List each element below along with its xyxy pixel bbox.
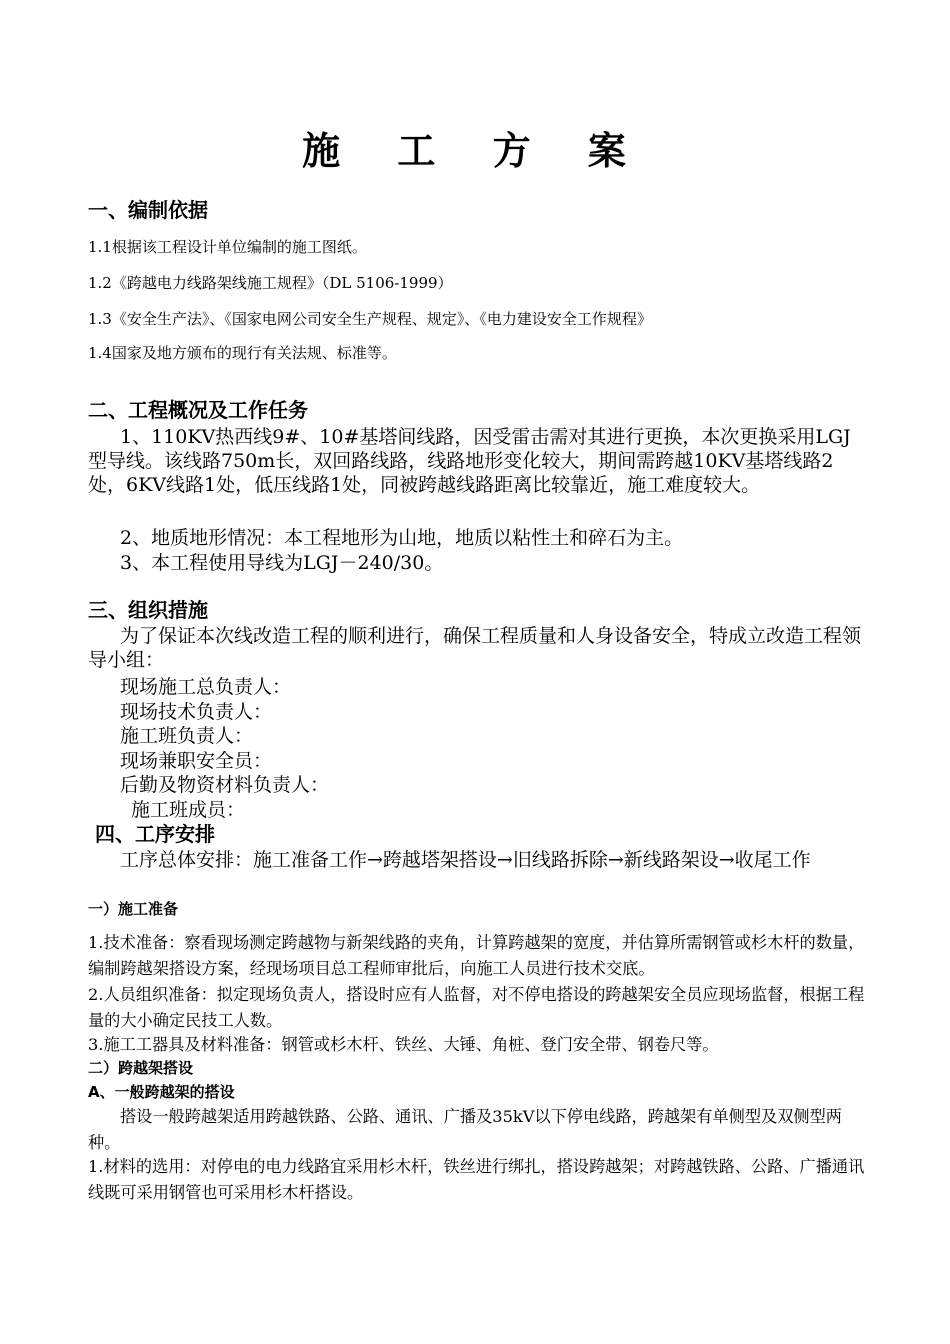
role-logistics-lead: 后勤及物资材料负责人： (120, 774, 330, 796)
overview-paragraph-3: 3、本工程使用导线为LGJ－240/30。 (120, 552, 444, 574)
document-title: 施 工 方 案 (302, 128, 648, 173)
basis-item-3: 1.3《安全生产法》、《国家电网公司安全生产规程、规定》、《电力建设安全工作规程》 (88, 310, 652, 328)
section-heading-overview: 二、工程概况及工作任务 (88, 398, 308, 422)
basis-item-4: 1.4国家及地方颁布的现行有关法规、标准等。 (88, 344, 397, 362)
role-team-lead: 施工班负责人： (120, 725, 254, 747)
organization-intro: 为了保证本次线改造工程的顺利进行，确保工程质量和人身设备安全，特成立改造工程领导小组： (88, 625, 862, 671)
role-safety-officer: 现场兼职安全员： (120, 750, 273, 772)
basis-item-1: 1.1根据该工程设计单位编制的施工图纸。 (88, 238, 367, 256)
preparation-item-3: 3.施工工器具及材料准备：钢管或杉木杆、铁丝、大锤、角桩、登门安全带、钢卷尺等。 (88, 1035, 719, 1054)
procedure-flow: 工序总体安排：施工准备工作→跨越塔架搭设→旧线路拆除→新线路架设→收尾工作 (120, 849, 811, 871)
section-heading-basis: 一、编制依据 (88, 198, 208, 222)
subsection-heading-preparation: 一）施工准备 (88, 900, 179, 918)
section-heading-organization: 三、组织措施 (88, 598, 208, 622)
section-heading-procedure: 四、工序安排 (95, 822, 215, 846)
role-team-members: 施工班成员： (131, 799, 246, 821)
scaffold-intro: 搭设一般跨越架适用跨越铁路、公路、通讯、广播及35kV以下停电线路，跨越架有单侧型及双侧型两种。 (88, 1107, 842, 1152)
preparation-item-2: 2.人员组织准备：拟定现场负责人，搭设时应有人监督，对不停电搭设的跨越架安全员应现场监督，根据工程量的大小确定民技工人数。 (88, 985, 865, 1030)
basis-item-2: 1.2《跨越电力线路架线施工规程》（DL 5106-1999） (88, 274, 453, 292)
overview-paragraph-2: 2、地质地形情况：本工程地形为山地，地质以粘性土和碎石为主。 (120, 527, 684, 549)
role-technical-lead: 现场技术负责人： (120, 701, 273, 723)
subsection-heading-general-scaffold: A、一般跨越架的搭设 (88, 1083, 235, 1101)
role-site-director: 现场施工总负责人： (120, 676, 292, 698)
preparation-item-1: 1.技术准备：察看现场测定跨越物与新架线路的夹角，计算跨越架的宽度，并估算所需钢管或杉木杆的数量，编制跨越架搭设方案，经现场项目总工程师审批后，向施工人员进行技术交底。 (88, 933, 865, 978)
overview-paragraph-1: 1、110KV热西线9#、10#基塔间线路，因受雷击需对其进行更换，本次更换采用LGJ型导线。该线路750m长，双回路线路，线路地形变化较大，期间需跨越10KV基塔线路2处，6KV线路1处，低压线路1处，同被跨越线路距离比较靠近，施工难度较大。 (88, 426, 851, 496)
subsection-heading-scaffold: 二）跨越架搭设 (88, 1059, 194, 1077)
scaffold-item-1: 1.材料的选用：对停电的电力线路宜采用杉木杆，铁丝进行绑扎，搭设跨越架；对跨越铁路、公路、广播通讯线既可采用钢管也可采用杉木杆搭设。 (88, 1157, 865, 1202)
